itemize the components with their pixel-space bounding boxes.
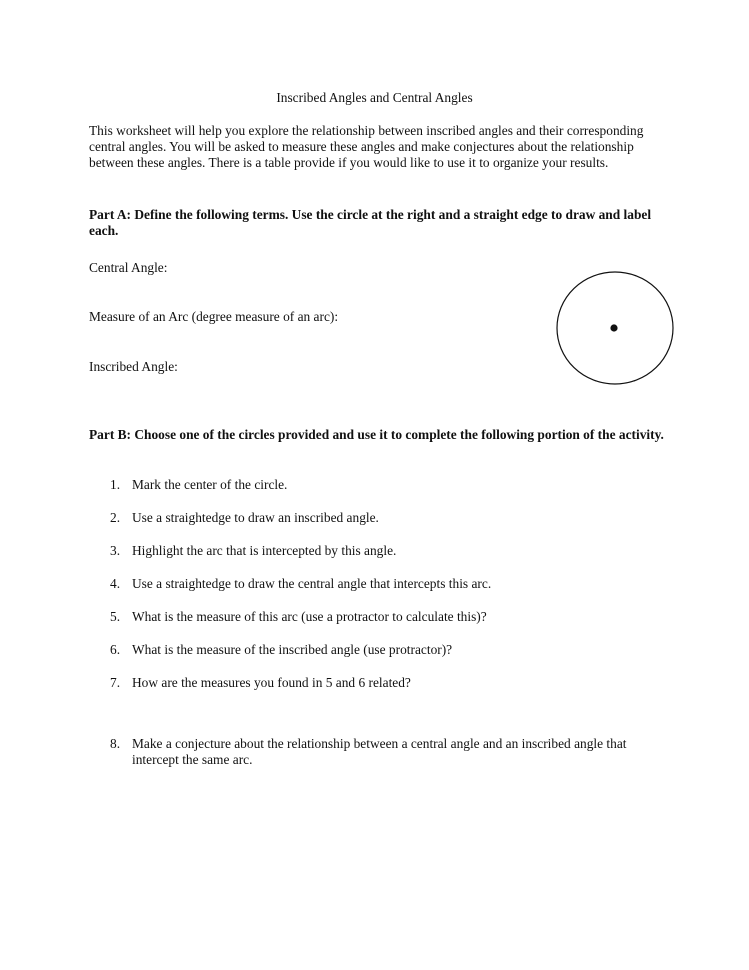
list-item (110, 477, 670, 493)
list-item (110, 642, 670, 658)
circle-center-dot (610, 324, 617, 331)
step-number: 6. (110, 642, 121, 657)
list-item (110, 543, 670, 559)
step-text: What is the measure of the inscribed angle (use protractor)? (132, 642, 453, 657)
list-item (110, 510, 670, 526)
steps-list (110, 477, 670, 768)
term-central-angle: Central Angle: (89, 260, 168, 275)
page-title: Inscribed Angles and Central Angles (276, 90, 473, 105)
step-number: 1. (110, 477, 121, 492)
step-number: 7. (110, 675, 121, 690)
list-item (110, 609, 670, 625)
step-text: How are the measures you found in 5 and 6 related? (132, 675, 411, 690)
term-arc-measure: Measure of an Arc (degree measure of an arc): (89, 309, 339, 324)
step-number: 5. (110, 609, 121, 624)
list-item (110, 675, 670, 691)
list-item (110, 736, 670, 768)
step-text: Highlight the arc that is intercepted by this angle. (132, 543, 397, 558)
list-item (110, 576, 670, 592)
step-number: 2. (110, 510, 121, 525)
circle-diagram (555, 270, 675, 386)
step-number: 3. (110, 543, 121, 558)
step-text: Use a straightedge to draw the central angle that intercepts this arc. (132, 576, 492, 591)
step-text: What is the measure of this arc (use a protractor to calculate this)? (132, 609, 487, 624)
step-text: Mark the center of the circle. (132, 477, 288, 492)
step-number: 4. (110, 576, 121, 591)
term-inscribed-angle: Inscribed Angle: (89, 359, 178, 374)
step-number: 8. (110, 736, 121, 751)
step-text: Use a straightedge to draw an inscribed angle. (132, 510, 379, 525)
part-b-heading: Part B: Choose one of the circles provided and use it to complete the following portion of the activity. (89, 427, 664, 442)
step-text: Make a conjecture about the relationship between a central angle and an inscribed angle that intercept the same arc. (132, 736, 627, 767)
part-a-heading: Part A: Define the following terms. Use the circle at the right and a straight edge to draw and label each. (89, 207, 652, 238)
intro-paragraph: This worksheet will help you explore the relationship between inscribed angles and their corresponding central angles. You will be asked to measure these angles and make conjectures about the relationship between these angles. There is a table provide if you would like to use it to organize your results. (89, 123, 644, 170)
